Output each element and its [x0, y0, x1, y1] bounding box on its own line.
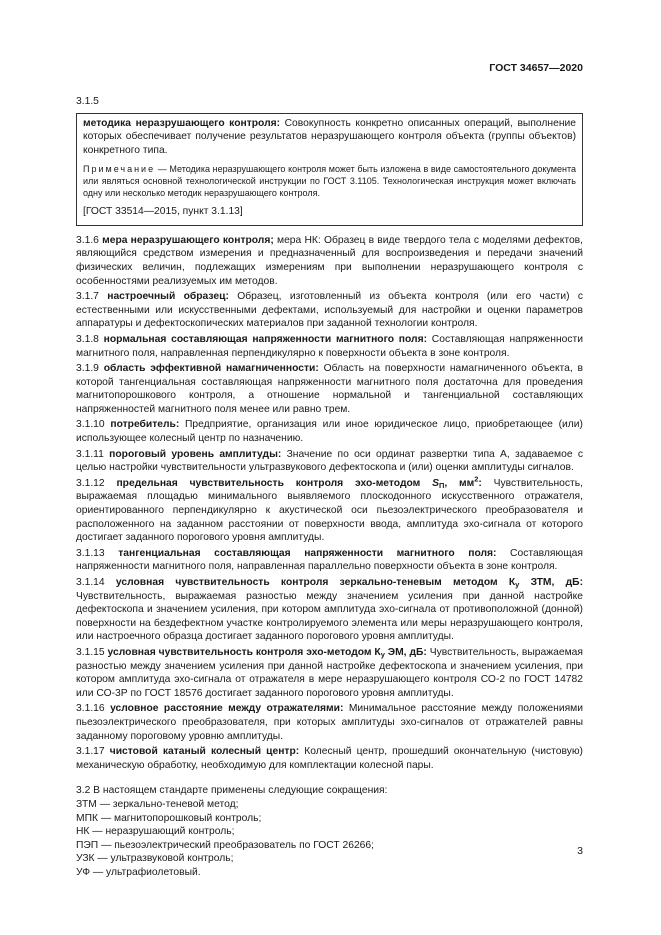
- term-3-1-16: 3.1.16 условное расстояние между отражателями: Минимальное расстояние между положениями пьезоэлектрического преобразователя, при которых амплитуды эхо-сигналов от отражателей равны заданному пороговому уровню амплитуды.: [76, 703, 583, 742]
- term-name: условное расстояние между отражателями:: [110, 703, 344, 715]
- abbreviations-list: [76, 798, 583, 880]
- term-3-1-14: 3.1.14 условная чувствительность контроля зеркально-теневым методом $К_у$ ЗТМ, дБ: Чувствительность, выражаемая разностью между значением усиления при данной настройке дефектоскопа и значением усиления, при котором амплитуда эхо-сигнала от противоположной (донной) поверхности на бездефектном участке контролируемого элемента или меры неразрушающего контроля, или настроечного образца достигает заданного порогового уровня амплитуды.: [76, 577, 583, 643]
- section-number: 3.1.5: [76, 96, 99, 107]
- term-3-1-6: 3.1.6 мера неразрушающего контроля; мера НК: Образец в виде твердого тела с моделями дефектов, являющийся средством измерения и предназначенный для воспроизведения и передачи значений физических величин, подлежащих измерениям при выполнении неразрушающего контроля с особенностями реализуемых им методов.: [76, 234, 583, 287]
- abbreviation-item: УЗК — ультразвуковой контроль;: [76, 853, 234, 865]
- page-content: [76, 95, 583, 879]
- term-definition: методика неразрушающего контроля: Совокупность конкретно описанных операций, выполнение которых обеспечивает получение результатов неразрушающего контроля объекта (группы объектов) конкретного типа.: [83, 117, 576, 156]
- abbreviation-item: НК — неразрушающий контроль;: [76, 826, 235, 838]
- note-label: Примечание: [83, 164, 156, 175]
- term-3-1-11: 3.1.11 пороговый уровень амплитуды: Значение по оси ординат развертки типа А, задаваемое с целью настройки чувствительности ультразвукового дефектоскопа и (или) оценки амплитуды сигналов.: [76, 448, 583, 474]
- term-name: методика неразрушающего контроля:: [83, 117, 281, 129]
- term-name: пороговый уровень амплитуды:: [109, 448, 282, 460]
- terms-list-2: [76, 702, 583, 772]
- term-3-1-8: 3.1.8 нормальная составляющая напряженности магнитного поля: Составляющая напряженности магнитного поля, направленная перпендикулярно к поверхности объекта в зоне контроля.: [76, 333, 583, 359]
- terms-list-1: [76, 234, 583, 475]
- abbreviations-intro: 3.2 В настоящем стандарте применены следующие сокращения:: [76, 785, 388, 797]
- term-3-1-17: 3.1.17 чистовой катаный колесный центр: Колесный центр, прошедший окончательную (чистовую) механическую обработку, необходимую для комплектации колесной пары.: [76, 746, 583, 771]
- page-number: 3: [577, 845, 583, 857]
- term-name: предельная чувствительность контроля эхо-методом $S_П$, $мм^2$:: [116, 474, 482, 490]
- term-name: тангенциальная составляющая напряженности магнитного поля:: [118, 547, 497, 559]
- term-name: нормальная составляющая напряженности магнитного поля:: [103, 333, 428, 345]
- source-reference: [ГОСТ 33514—2015, пункт 3.1.13]: [83, 206, 243, 218]
- abbreviation-item: ПЭП — пьезоэлектрический преобразователь по ГОСТ 26266;: [76, 839, 374, 851]
- term-name: область эффективной намагниченности:: [103, 363, 319, 375]
- term-3-1-15: 3.1.15 условная чувствительность контроля эхо-методом $К_у$ ЭМ, дБ: Чувствительность, выражаемая разностью между значением усиления при данной настройке дефектоскопа и значением усиления, при котором амплитуда эхо-сигнала от отражателя в мере неразрушающего контроля СО-2 по ГОСТ 14782 или СО-3Р по ГОСТ 18576 достигает заданного порогового уровня амплитуды.: [76, 646, 583, 699]
- term-3-1-9: 3.1.9 область эффективной намагниченности: Область на поверхности намагниченного объекта, в которой тангенциальная составляющая напряженности магнитного поля достаточна для проведения магнитопорошкового контроля, а отношение нормальной и тангенциальной составляющих напряженностей магнитного поля менее или равно трем.: [76, 363, 583, 415]
- abbreviations-section: [76, 784, 583, 879]
- term-name: условная чувствительность контроля эхо-методом $К_у$ ЭМ, дБ:: [107, 646, 427, 659]
- abbreviation-item: УФ — ультрафиолетовый.: [76, 866, 201, 878]
- term-3-1-10: 3.1.10 потребитель: Предприятие, организация или иное юридическое лицо, приобретающее (или) использующее колесный центр по назначению.: [76, 419, 583, 445]
- term-3-1-7: 3.1.7 настроечный образец: Образец, изготовленный из объекта контроля (или его части) с естественными или искусственными дефектами, используемый для настройки и оценки параметров аппаратуры и дефектоскопических материалов при заданной технологии контроля.: [76, 291, 583, 330]
- term-box-3-1-5: [76, 113, 583, 226]
- document-header: ГОСТ 34657—2020: [489, 62, 583, 74]
- abbreviation-item: ЗТМ — зеркально-теневой метод;: [76, 798, 239, 810]
- term-name: чистовой катаный колесный центр:: [109, 746, 300, 758]
- term-name: потребитель:: [110, 419, 180, 431]
- note: Примечание — Методика неразрушающего контроля может быть изложена в виде самостоятельного документа или являться основной технологической инструкции по ГОСТ 3.1105. Технологическая инструкция может включать одну или несколько методик неразрушающего контроля.: [83, 164, 576, 198]
- term-name: условная чувствительность контроля зеркально-теневым методом $К_у$ ЗТМ, дБ:: [115, 577, 583, 589]
- term-3-1-12: 3.1.12 предельная чувствительность контроля эхо-методом $S_П$, $мм^2$: Чувствительность, выражаемая площадью минимального выявляемого плоскодонного искусственного отражателя, ориентированного перпендикулярно к акустической оси пьезоэлектрического преобразователя и расположенного на заданном расстоянии от поверхности ввода, амплитуда эхо-сигнала от которого достигает заданного порогового уровня амплитуды.: [76, 474, 583, 544]
- abbreviation-item: МПК — магнитопорошковый контроль;: [76, 812, 262, 824]
- term-3-1-13: 3.1.13 тангенциальная составляющая напряженности магнитного поля: Составляющая напряженности магнитного поля, направленная параллельно поверхности объекта в зоне контроля.: [76, 547, 583, 573]
- term-name: мера неразрушающего контроля;: [102, 234, 274, 246]
- term-name: настроечный образец:: [107, 291, 229, 303]
